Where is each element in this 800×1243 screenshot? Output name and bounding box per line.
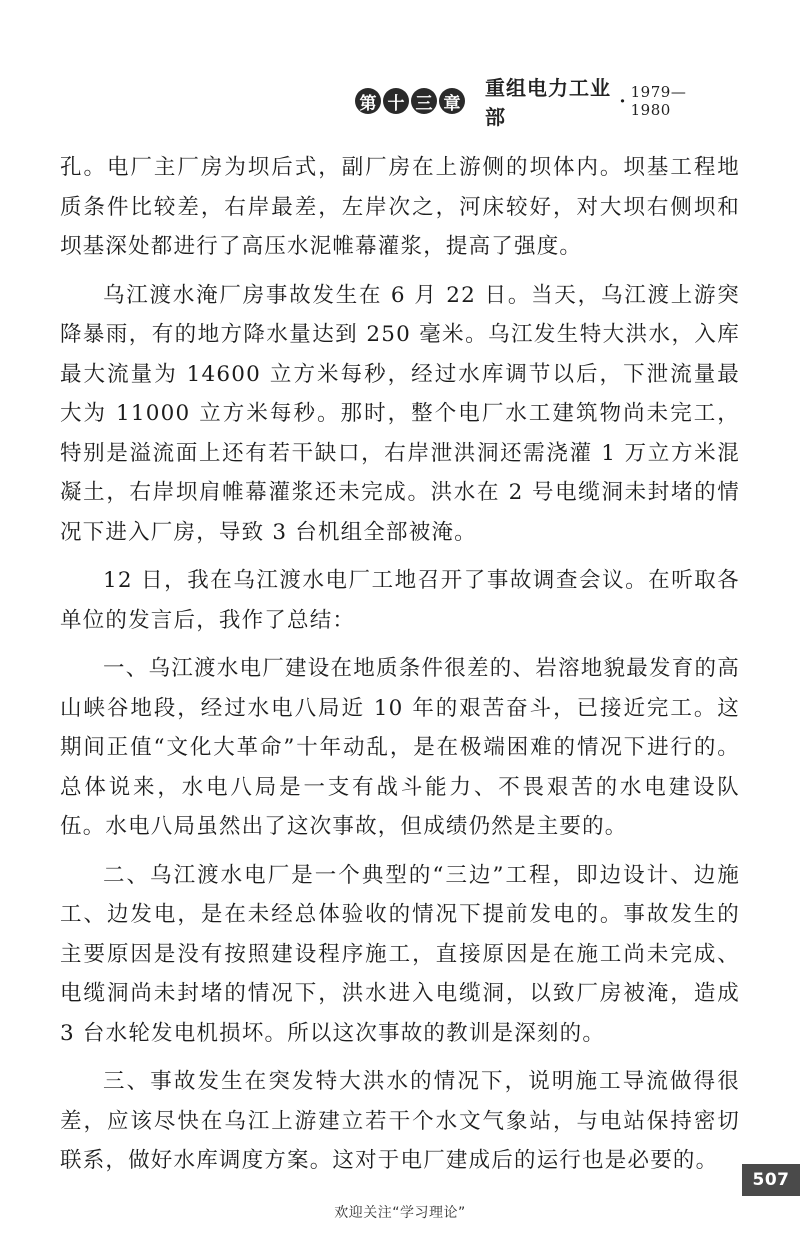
paragraph: 乌江渡水淹厂房事故发生在 6 月 22 日。当天，乌江渡上游突降暴雨，有的地方降水量达到 250 毫米。乌江发生特大洪水，入库最大流量为 14600 立方米每秒，经过水库调节以后，下泄流量最大为 11000 立方米每秒。那时，整个电厂水工建筑物尚未完工，特别是溢流面上还有若干缺口，右岸泄洪洞还需浇灌 1 万立方米混凝土，右岸坝肩帷幕灌浆还未完成。洪水在 2 号电缆洞未封堵的情况下进入厂房，导致 3 台机组全部被淹。 <box>60 282 740 545</box>
header-separator: · <box>619 90 626 112</box>
paragraph: 12 日，我在乌江渡水电厂工地召开了事故调查会议。在听取各单位的发言后，我作了总结： <box>60 568 740 633</box>
chapter-badge <box>355 88 467 114</box>
chapter-title: 重组电力工业部 <box>485 76 611 129</box>
body-text <box>60 148 740 1190</box>
chapter-glyph: 章 <box>439 88 465 114</box>
page-number: 507 <box>742 1164 800 1196</box>
chapter-glyph: 十 <box>383 88 409 114</box>
footer-note: 欢迎关注“学习理论” <box>334 1205 466 1221</box>
paragraph: 一、乌江渡水电厂建设在地质条件很差的、岩溶地貌最发育的高山峡谷地段，经过水电八局近 10 年的艰苦奋斗，已接近完工。这期间正值“文化大革命”十年动乱，是在极端困难的情况下进行的。总体说来，水电八局是一支有战斗能力、不畏艰苦的水电建设队伍。水电八局虽然出了这次事故，但成绩仍然是主要的。 <box>60 656 740 839</box>
chapter-years: 1979—1980 <box>630 83 687 119</box>
chapter-glyph: 三 <box>411 88 437 114</box>
running-header <box>355 76 715 129</box>
paragraph: 三、事故发生在突发特大洪水的情况下，说明施工导流做得很差，应该尽快在乌江上游建立若干个水文气象站，与电站保持密切联系，做好水库调度方案。这对于电厂建成后的运行也是必要的。 <box>60 1069 740 1173</box>
paragraph: 孔。电厂主厂房为坝后式，副厂房在上游侧的坝体内。坝基工程地质条件比较差，右岸最差，左岸次之，河床较好，对大坝右侧坝和坝基深处都进行了高压水泥帷幕灌浆，提高了强度。 <box>60 155 740 259</box>
paragraph: 二、乌江渡水电厂是一个典型的“三边”工程，即边设计、边施工、边发电，是在未经总体验收的情况下提前发电的。事故发生的主要原因是没有按照建设程序施工，直接原因是在施工尚未完成、电缆洞尚未封堵的情况下，洪水进入电缆洞，以致厂房被淹，造成 3 台水轮发电机损坏。所以这次事故的教训是深刻的。 <box>60 862 740 1046</box>
chapter-glyph: 第 <box>355 88 381 114</box>
